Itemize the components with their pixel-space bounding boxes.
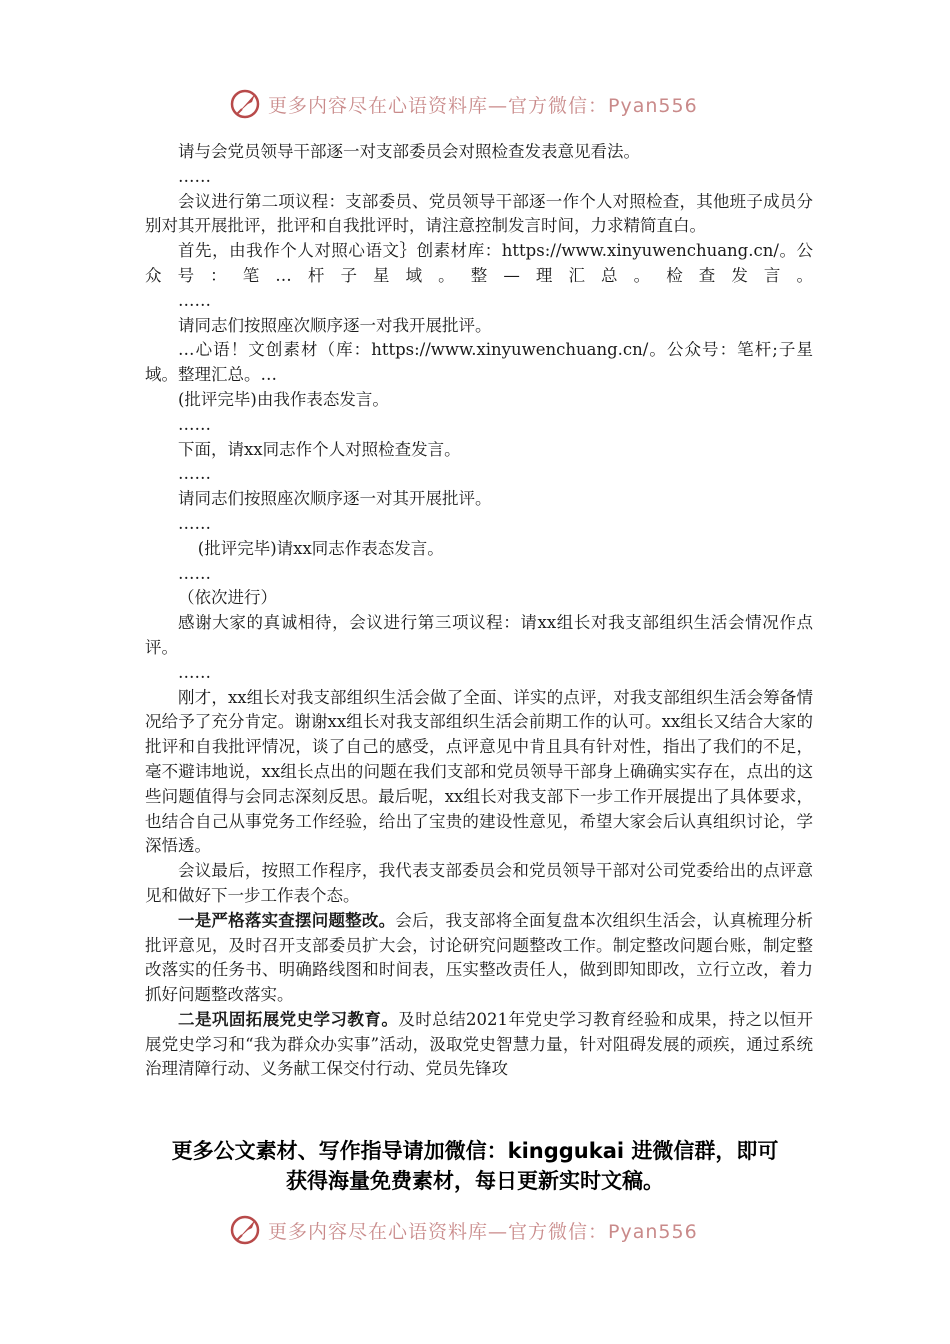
paragraph: 会议最后，按照工作程序，我代表支部委员会和党员领导干部对公司党委给出的点评意见和做好下一步工作表个态。 xyxy=(145,861,813,905)
ellipsis-line: …… xyxy=(178,166,211,186)
paragraph: 首先，由我作个人对照心语文｝创素材库：https://www.xinyuwenchuang.cn/。公众号：笔…杆子星域。整—理汇总。检查发言。 xyxy=(145,241,813,285)
paragraph: 请同志们按照座次顺序逐一对我开展批评。 xyxy=(178,315,492,335)
paragraph: (批评完毕)由我作表态发言。 xyxy=(178,389,389,409)
ellipsis-line: …… xyxy=(178,464,211,484)
quill-logo-icon xyxy=(228,1213,262,1247)
promo-line: 获得海量免费素材，每日更新实时文稿。 xyxy=(286,1169,664,1193)
document-body xyxy=(145,140,813,1082)
paragraph xyxy=(145,909,813,1008)
paragraph: (批评完毕)请xx同志作表态发言。 xyxy=(197,538,444,558)
banner-title: 更多内容尽在心语资料库—官方微信： xyxy=(268,94,609,117)
ellipsis-line: …… xyxy=(178,662,211,682)
section-heading: 一是严格落实查摆问题整改。 xyxy=(178,910,396,930)
section-text: 及时总结2021年党史学习教育经验和成果，持之以恒开展党史学习和“我为群众办实事”活动，汲取党史智慧力量，针对阻碍发展的顽疾，通过系统治理清障行动、义务献工保交付行动、党员先锋攻 xyxy=(145,1009,813,1079)
ellipsis-line: …… xyxy=(178,290,211,310)
quill-logo-icon xyxy=(228,87,262,121)
paragraph: 下面，请xx同志作个人对照检查发言。 xyxy=(178,439,461,459)
section-text: 会后，我支部将全面复盘本次组织生活会，认真梳理分析批评意见，及时召开支部委员扩大会，讨论研究问题整改工作。制定整改问题台账，制定整改落实的任务书、明确路线图和时间表，压实整改责任人，做到即知即改，立行立改，着力抓好问题整改落实。 xyxy=(145,910,814,1005)
paragraph xyxy=(145,1008,813,1082)
paragraph: …心语！文创素材（库：https://www.xinyuwenchuang.cn/。公众号：笔杆;子星域。整理汇总。… xyxy=(145,340,813,385)
section-heading: 二是巩固拓展党史学习教育。 xyxy=(178,1009,399,1029)
banner-title: 更多内容尽在心语资料库—官方微信： xyxy=(268,1220,609,1243)
promo-line: 更多公文素材、写作指导请加微信：kinggukai 进微信群，即可 xyxy=(171,1139,779,1163)
ellipsis-line: …… xyxy=(178,414,211,434)
ellipsis-line: …… xyxy=(178,563,211,583)
header-banner xyxy=(228,86,698,122)
paragraph: 刚才，xx组长对我支部组织生活会做了全面、详实的点评，对我支部组织生活会筹备情况给予了充分肯定。谢谢xx组长对我支部组织生活会前期工作的认可。xx组长又结合大家的批评和自我批评情况，谈了自己的感受，点评意见中肯且具有针对性，指出了我们的不足，毫不避讳地说，xx组长点出的问题在我们支部和党员领导干部身上确确实实存在，点出的这些问题值得与会同志深刻反思。最后呢，xx组长对我支部下一步工作开展提出了具体要求，也结合自己从事党务工作经验，给出了宝贵的建设性意见，希望大家会后认真组织讨论，学深悟透。 xyxy=(145,687,813,856)
promo-notice xyxy=(100,1136,850,1196)
paragraph: （依次进行） xyxy=(178,588,277,608)
banner-wechat-id: Pyan556 xyxy=(608,1220,698,1243)
ellipsis-line: …… xyxy=(178,513,211,533)
footer-banner xyxy=(228,1212,698,1248)
paragraph: 会议进行第二项议程：支部委员、党员领导干部逐一作个人对照检查，其他班子成员分别对其开展批评，批评和自我批评时，请注意控制发言时间，力求精简直白。 xyxy=(145,191,813,236)
paragraph: 请与会党员领导干部逐一对支部委员会对照检查发表意见看法。 xyxy=(178,142,640,161)
banner-wechat-id: Pyan556 xyxy=(608,94,698,117)
paragraph: 感谢大家的真诚相待，会议进行第三项议程：请xx组长对我支部组织生活会情况作点评。 xyxy=(145,613,813,657)
paragraph: 请同志们按照座次顺序逐一对其开展批评。 xyxy=(178,489,492,509)
